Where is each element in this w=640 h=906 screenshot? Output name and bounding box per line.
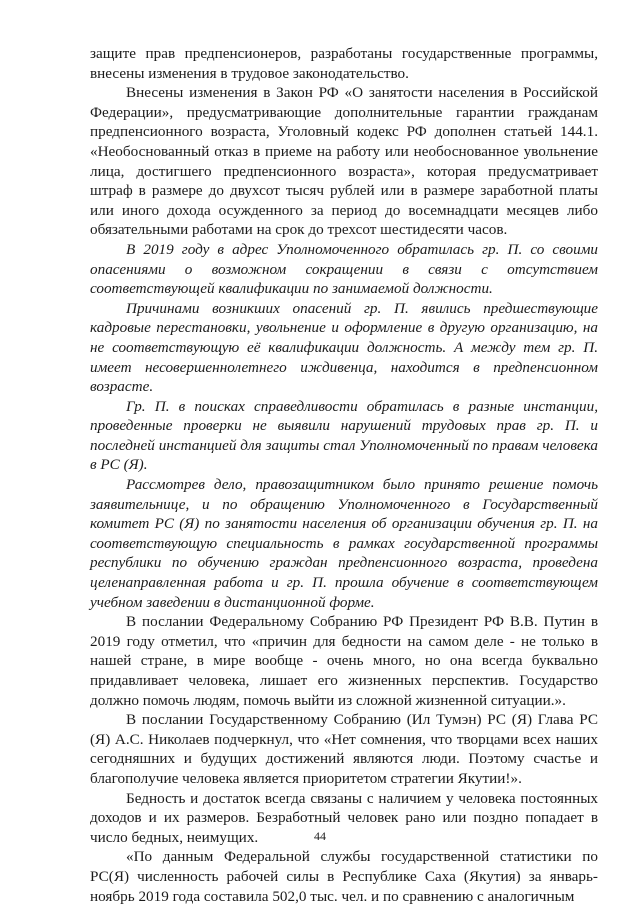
paragraph-5: Гр. П. в поисках справедливости обратилась в разные инстанции, проведенные проверки не выявили нарушений трудовых прав гр. П. и последней инстанцией для защиты стал Уполномоченный по правам человека в РС (Я). — [90, 397, 598, 474]
paragraph-7: В послании Федеральному Собранию РФ Президент РФ В.В. Путин в 2019 году отметил, что «причин для бедности на самом деле - не только в нашей стране, в мире вообще - очень много, но она всегда буквально придавливает человека, лишает его жизненных перспектив. Государство должно помочь людям, помочь выйти из сложной жизненной ситуации.». — [90, 613, 598, 709]
paragraph-2: Внесены изменения в Закон РФ «О занятости населения в Российской Федерации», предусматривающие дополнительные гарантии гражданам предпенсионного возраста, Уголовный кодекс РФ дополнен статьей 144.1. «Необоснованный отказ в приеме на работу или необоснованное увольнение лица, достигшего предпенсионного возраста», которая предусматривает штраф в размере до двухсот тысяч рублей или в размере заработной платы или иного дохода осужденного за период до восемнадцати месяцев либо обязательными работами на срок до трехсот шестидесяти часов. — [90, 84, 598, 239]
paragraph-9: Бедность и достаток всегда связаны с наличием у человека постоянных доходов и их размеров. Безработный человек рано или поздно попадает в число бедных, неимущих. — [90, 789, 598, 846]
paragraph-6: Рассмотрев дело, правозащитником было принято решение помочь заявительнице, и по обращению Уполномоченного в Государственный комитет РС (Я) по занятости населения об организации обучения гр. П. на соответствующую специальность в рамках государственной программы республики по обучению граждан предпенсионного возраста, проведена целенаправленная работа и гр. П. прошла обучение в соответствующем учебном заведении в дистанционной форме. — [90, 476, 598, 611]
body-text — [90, 44, 598, 906]
paragraph-3: В 2019 году в адрес Уполномоченного обратилась гр. П. со своими опасениями о возможном сокращении в связи с отсутствием соответствующей квалификации по занимаемой должности. — [90, 240, 598, 298]
paragraph-1: защите прав предпенсионеров, разработаны государственные программы, внесены изменения в трудовое законодательство. — [90, 45, 598, 82]
paragraph-4: Причинами возникших опасений гр. П. явились предшествующие кадровые перестановки, увольнение и оформление в другую организацию, на не соответствующую её квалификации должность. А между тем гр. П. имеет несовершеннолетнего иждивенца, находится в предпенсионном возрасте. — [90, 299, 598, 396]
paragraph-10: «По данным Федеральной службы государственной статистики по РС(Я) численность рабочей силы в Республике Саха (Якутия) за январь-ноябрь 2019 года составила 502,0 тыс. чел. и по сравнению с аналогичным — [90, 848, 598, 905]
paragraph-8: В послании Государственному Собранию (Ил Тумэн) РС (Я) Глава РС (Я) А.С. Николаев подчеркнул, что «Нет сомнения, что творцами всех наших сегодняшних и будущих достижений являются люди. Поэтому счастье и благополучие человека является приоритетом стратегии Якутии!». — [90, 711, 598, 787]
page-number: 44 — [314, 829, 326, 843]
